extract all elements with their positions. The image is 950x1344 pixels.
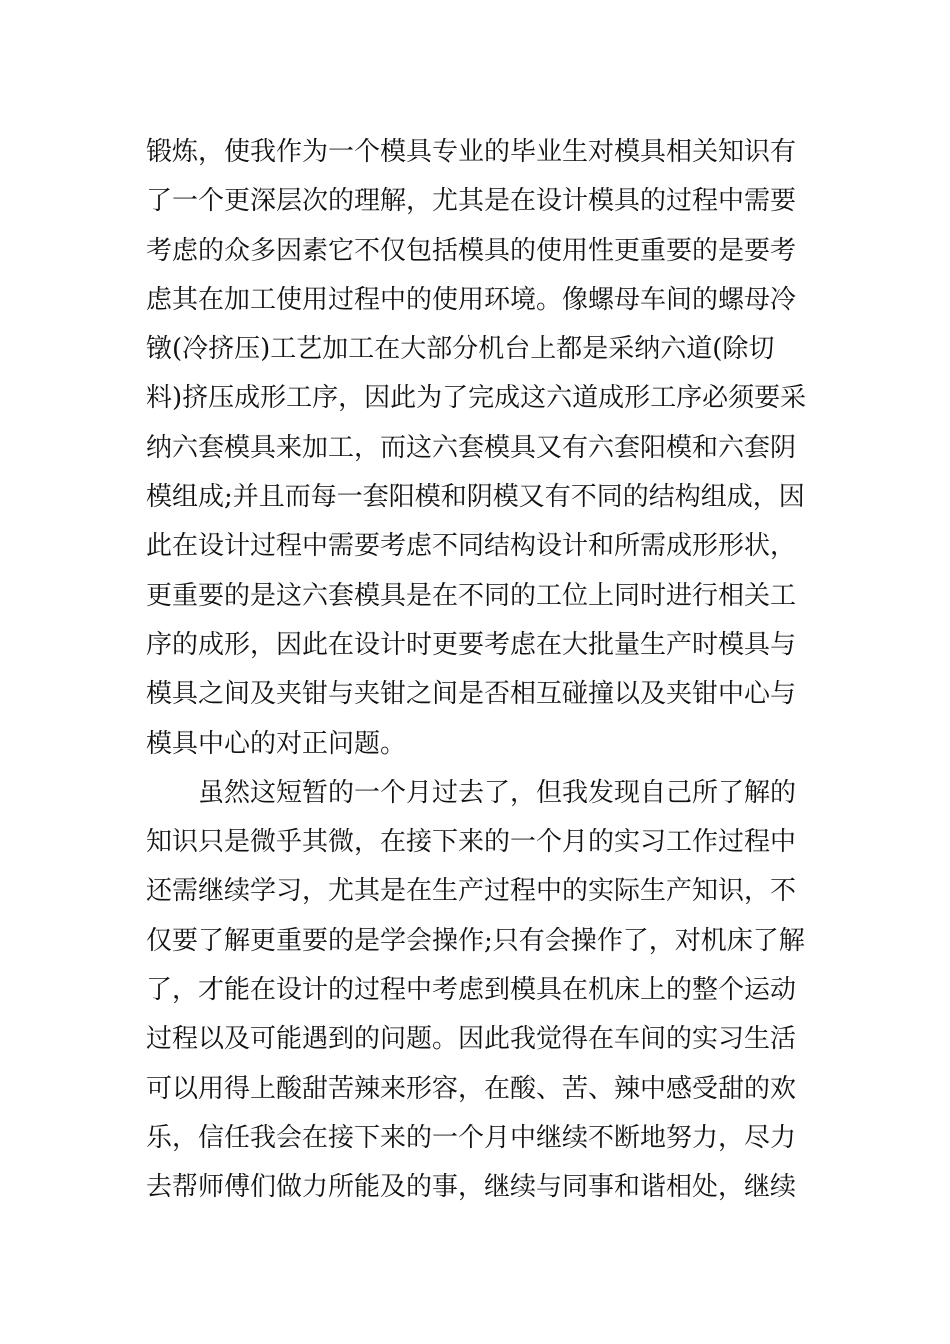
text-line: 了一个更深层次的理解，尤其是在设计模具的过程中需要	[146, 186, 797, 217]
text-line: 过程以及可能遇到的问题。因此我觉得在车间的实习生活	[146, 1024, 797, 1055]
paragraph-2	[146, 769, 811, 1213]
text-line: 考虑的众多因素它不仅包括模具的使用性更重要的是要考	[146, 235, 797, 266]
text-line: 乐，信任我会在接下来的一个月中继续不断地努力，尽力	[146, 1122, 797, 1153]
text-line: 模组成;并且而每一套阳模和阴模又有不同的结构组成，因	[146, 482, 805, 513]
text-line: 序的成形，因此在设计时更要考虑在大批量生产时模具与	[146, 629, 797, 660]
text-line: 仅要了解更重要的是学会操作;只有会操作了，对机床了解	[146, 925, 805, 956]
text-line: 模具中心的对正问题。	[146, 728, 407, 759]
text-line: 镦(冷挤压)工艺加工在大部分机台上都是采纳六道(除切	[146, 334, 775, 365]
text-line: 可以用得上酸甜苦辣来形容，在酸、苦、辣中感受甜的欢	[146, 1073, 797, 1104]
text-line: 知识只是微乎其微，在接下来的一个月的实习工作过程中	[146, 827, 797, 858]
paragraph-1	[146, 128, 811, 769]
text-line: 去帮师傅们做力所能及的事，继续与同事和谐相处，继续	[146, 1172, 797, 1203]
text-line: 更重要的是这六套模具是在不同的工位上同时进行相关工	[146, 580, 797, 611]
text-line: 了，才能在设计的过程中考虑到模具在机床上的整个运动	[146, 975, 797, 1006]
text-line: 此在设计过程中需要考虑不同结构设计和所需成形形状，	[146, 531, 797, 562]
text-line: 虽然这短暂的一个月过去了，但我发现自己所了解的	[146, 777, 797, 808]
body-text	[146, 128, 811, 1213]
text-line: 纳六套模具来加工，而这六套模具又有六套阳模和六套阴	[146, 432, 797, 463]
text-line: 虑其在加工使用过程中的使用环境。像螺母车间的螺母冷	[146, 284, 797, 315]
text-line: 料)挤压成形工序，因此为了完成这六道成形工序必须要采	[146, 383, 807, 414]
text-line: 模具之间及夹钳与夹钳之间是否相互碰撞以及夹钳中心与	[146, 679, 797, 710]
text-line: 还需继续学习，尤其是在生产过程中的实际生产知识，不	[146, 876, 797, 907]
text-line: 锻炼，使我作为一个模具专业的毕业生对模具相关知识有	[146, 137, 797, 167]
